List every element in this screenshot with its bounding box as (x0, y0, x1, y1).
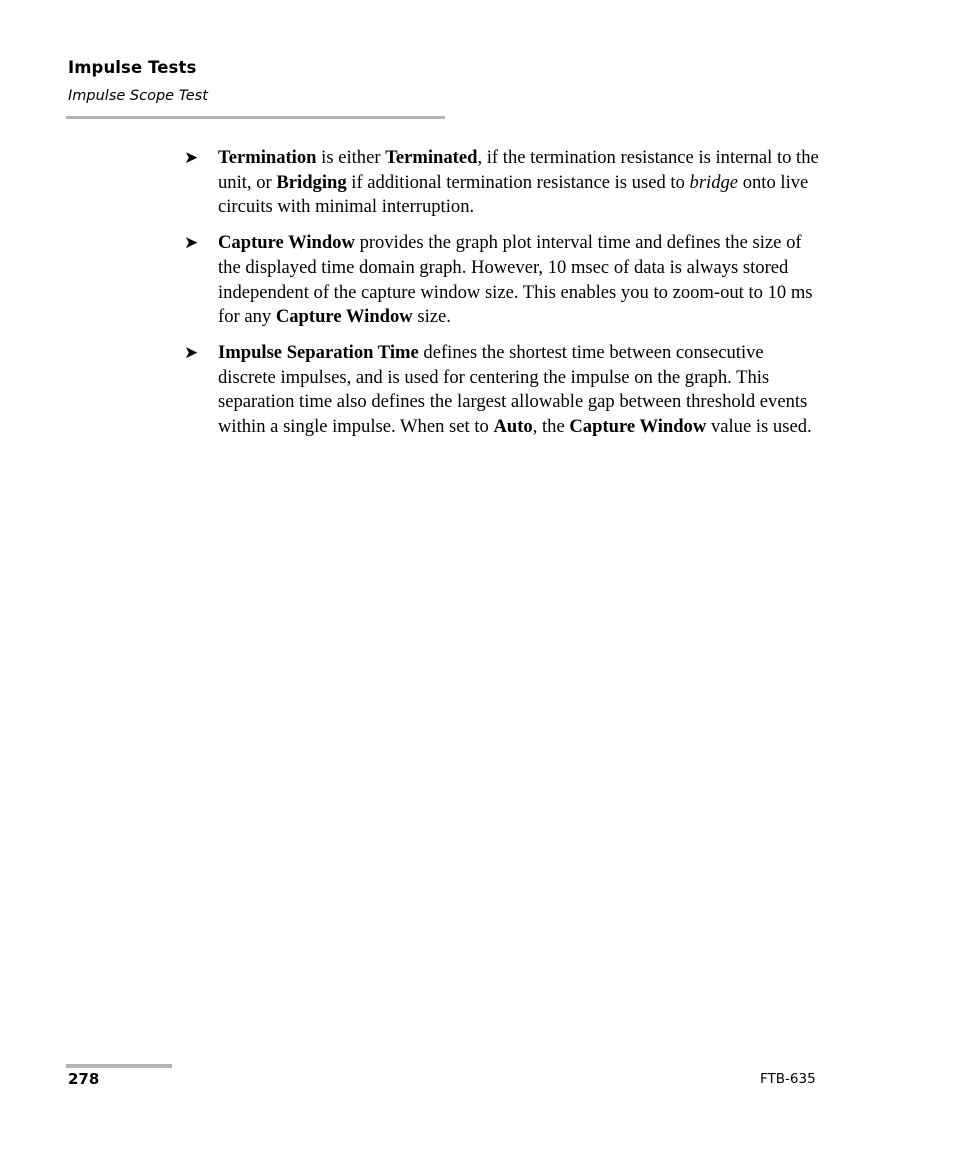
term-capture-window-ref: Capture Window (275, 306, 413, 328)
text-run: provides the graph plot interval time and defines the size of the displayed time domain graph. However, 10 msec of data is always stored independent of the capture window size. This enables you to zoom-out to 10 ms for any (218, 232, 813, 328)
term-bridging: Bridging (276, 171, 347, 193)
text-run: defines the shortest time between consecutive discrete impulses, and is used for centering the impulse on the graph. This separation time also defines the largest allowable gap between threshold events within a single impulse. When set to (218, 341, 808, 438)
term-capture-window-ref: Capture Window (569, 416, 707, 438)
term-auto: Auto (493, 416, 533, 438)
text-run: value is used. (706, 416, 812, 438)
arrow-bullet-icon: ➤ (184, 233, 199, 254)
document-code: FTB-635 (760, 1071, 816, 1087)
text-run: , the (532, 416, 570, 438)
list-item-termination (184, 146, 824, 220)
section-subtitle: Impulse Scope Test (68, 88, 208, 104)
term-impulse-separation-time: Impulse Separation Time (218, 341, 419, 363)
text-run: , if the termination resistance is internal to the unit, or (218, 147, 819, 193)
header-divider (66, 116, 445, 119)
term-terminated: Terminated (385, 147, 478, 168)
footer-divider (66, 1064, 172, 1068)
term-capture-window: Capture Window (218, 232, 355, 254)
bullet-list (184, 146, 824, 451)
emphasis-bridge: bridge (689, 171, 739, 193)
list-item-capture-window (184, 231, 824, 330)
arrow-bullet-icon: ➤ (184, 148, 199, 168)
text-run: is either (316, 147, 386, 168)
arrow-bullet-icon: ➤ (184, 342, 199, 363)
text-run: onto live circuits with minimal interruption. (218, 171, 809, 218)
page-number: 278 (68, 1070, 100, 1088)
text-run: size. (412, 306, 451, 328)
list-item-impulse-separation-time (184, 341, 824, 440)
section-title: Impulse Tests (68, 58, 197, 77)
term-termination: Termination (218, 147, 317, 168)
text-run: if additional termination resistance is used to (346, 171, 690, 193)
